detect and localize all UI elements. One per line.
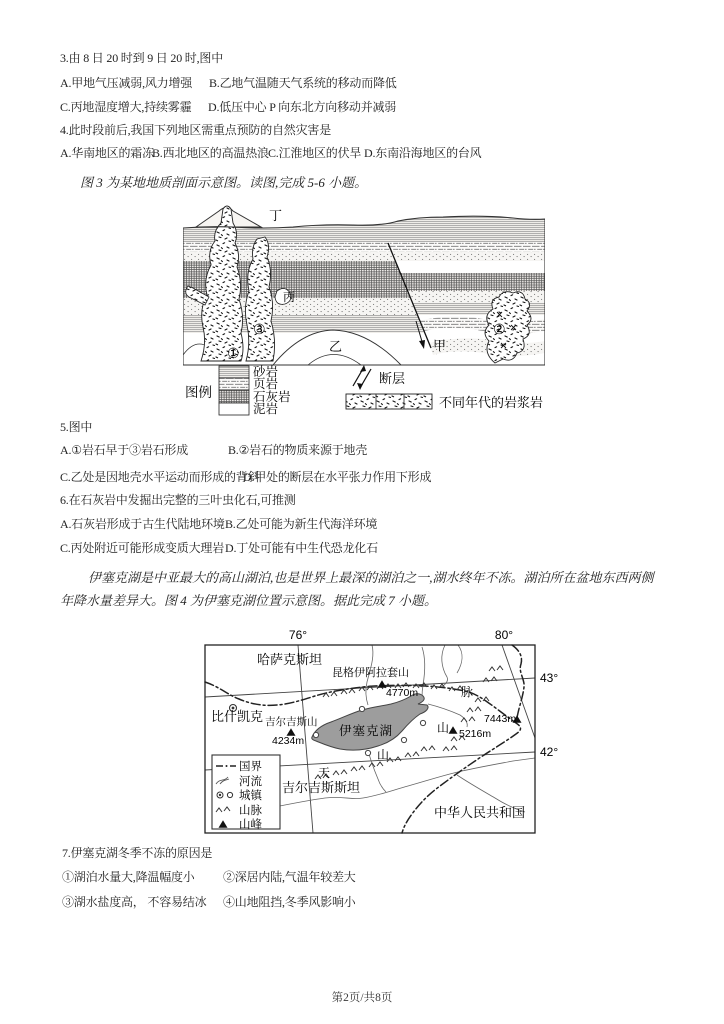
- q7-option-1: ①湖泊水量大,降温幅度小: [62, 870, 195, 884]
- legend-swatch-limestone: [219, 390, 249, 403]
- lon-76-label: 76°: [288, 628, 308, 642]
- q4-option-c: C.江淮地区的伏旱: [268, 146, 362, 160]
- label-1: ①: [227, 347, 240, 362]
- q4-stem: 4.此时段前后,我国下列地区需重点预防的自然灾害是: [60, 123, 332, 137]
- q3-stem: 3.由 8 日 20 时到 9 日 20 时,图中: [60, 51, 224, 65]
- label-kyrgyzstan: 吉尔吉斯斯坦: [282, 780, 361, 795]
- label-3: ③: [253, 323, 266, 338]
- legend-shale: 页岩: [253, 377, 279, 391]
- lon-80-label: 80°: [494, 628, 514, 642]
- q7-stem: 7.伊塞克湖冬季不冻的原因是: [62, 846, 213, 860]
- map-legend: [212, 755, 280, 831]
- limestone-right: [400, 273, 545, 291]
- lake-shape: [312, 694, 428, 750]
- legend-swatch-mudstone: [219, 403, 249, 415]
- town-legend-icon: [227, 792, 232, 797]
- q5-option-c: C.乙处是因地壳水平运动而形成的背斜: [60, 470, 260, 484]
- figure3-caption: 图 3 为某地地质剖面示意图。读图,完成 5-6 小题。: [80, 175, 368, 190]
- fig3-legend-title: 图例: [185, 385, 212, 400]
- q6-option-b: B.乙处可能为新生代海洋环境: [225, 517, 378, 531]
- label-china: 中华人民共和国: [434, 805, 526, 820]
- legend-border-label: 国界: [239, 761, 262, 773]
- label-kazakhstan: 哈萨克斯坦: [257, 652, 323, 667]
- legend-magma: 不同年代的岩浆岩: [439, 395, 544, 410]
- passage-line1: 伊塞克湖是中亚最大的高山湖泊,也是世界上最深的湖泊之一,湖水终年不冻。湖泊所在盆地东西两侧: [88, 570, 654, 585]
- label-tian: 天: [318, 766, 331, 780]
- label-kungey-range: 昆格伊阿拉套山: [332, 667, 409, 679]
- lat-43-label: 43°: [540, 671, 559, 685]
- q5-option-b: B.②岩石的物质来源于地壳: [228, 443, 368, 457]
- legend-mudstone: 泥岩: [253, 402, 279, 416]
- label-4234m: 4234m: [272, 735, 305, 747]
- q5-option-a: A.①岩石早于③岩石形成: [60, 443, 189, 457]
- label-shan: 山: [437, 721, 450, 735]
- label-bishkek: 比什凯克: [211, 709, 264, 724]
- legend-peak-label: 山峰: [239, 819, 262, 831]
- q6-stem: 6.在石灰岩中发掘出完整的三叶虫化石,可推测: [60, 493, 296, 507]
- label-jia: 甲: [433, 338, 447, 353]
- q7-option-4: ④山地阻挡,冬季风影响小: [223, 895, 356, 909]
- label-lake-issyk-kul: 伊塞克湖: [339, 724, 394, 738]
- q7-option-2: ②深居内陆,气温年较差大: [223, 870, 356, 884]
- fault-arrow: [419, 340, 425, 349]
- legend-limestone: 石灰岩: [253, 390, 291, 404]
- lat-42-label: 42°: [540, 745, 559, 759]
- q7-option-3: ③湖水盐度高， 不容易结冰: [62, 895, 207, 909]
- q3-option-a: A.甲地气压减弱,风力增强: [60, 76, 193, 90]
- q6-option-d: D.丁处可能有中生代恐龙化石: [225, 541, 378, 555]
- q6-option-a: A.石灰岩形成于古生代陆地环境: [60, 517, 225, 531]
- label-shan-south: 山: [377, 748, 390, 762]
- label-bing: 丙: [283, 290, 296, 304]
- legend-fault: 断层: [379, 371, 406, 386]
- q4-option-d: D.东南沿海地区的台风: [364, 146, 482, 160]
- legend-swatch-sandstone: [219, 366, 249, 378]
- legend-range-label: 山脉: [239, 805, 262, 817]
- label-yi: 乙: [329, 339, 343, 354]
- q6-option-c: C.丙处附近可能形成变质大理岩: [60, 541, 225, 555]
- label-mai: 脉: [461, 685, 474, 699]
- label-ding: 丁: [269, 208, 283, 223]
- passage-line2: 年降水量差异大。图 4 为伊塞克湖位置示意图。据此完成 7 小题。: [60, 593, 438, 608]
- label-5216m: 5216m: [459, 728, 492, 740]
- q4-option-b: B.西北地区的高温热浪: [152, 146, 269, 160]
- legend-river-label: 河流: [239, 776, 262, 788]
- label-7443m: 7443m: [484, 713, 517, 725]
- q3-option-d: D.低压中心 P 向东北方向移动并减弱: [208, 100, 397, 114]
- label-kyrgyz-range: 吉尔吉斯山: [265, 716, 318, 728]
- q4-option-a: A.华南地区的霜冻: [60, 146, 154, 160]
- legend-swatch-shale: [219, 378, 249, 390]
- q3-option-b: B.乙地气温随天气系统的移动而降低: [209, 76, 397, 90]
- legend-sandstone: 砂岩: [253, 365, 279, 379]
- q5-stem: 5.图中: [60, 420, 93, 434]
- legend-town-label: 城镇: [239, 790, 262, 802]
- page-number: 第2页/共8页: [331, 992, 393, 1004]
- legend-swatch-magma: [346, 394, 432, 409]
- fault-legend-icon: [353, 365, 371, 390]
- figure4-issyk-kul-map: [195, 625, 675, 850]
- q5-option-d: D.甲处的断层在水平张力作用下形成: [243, 470, 432, 484]
- label-2: ②: [493, 323, 506, 338]
- q3-option-c: C.丙地湿度增大,持续雾霾: [60, 100, 192, 114]
- figure3-geologic-cross-section: [183, 203, 545, 418]
- label-4770m: 4770m: [386, 687, 419, 699]
